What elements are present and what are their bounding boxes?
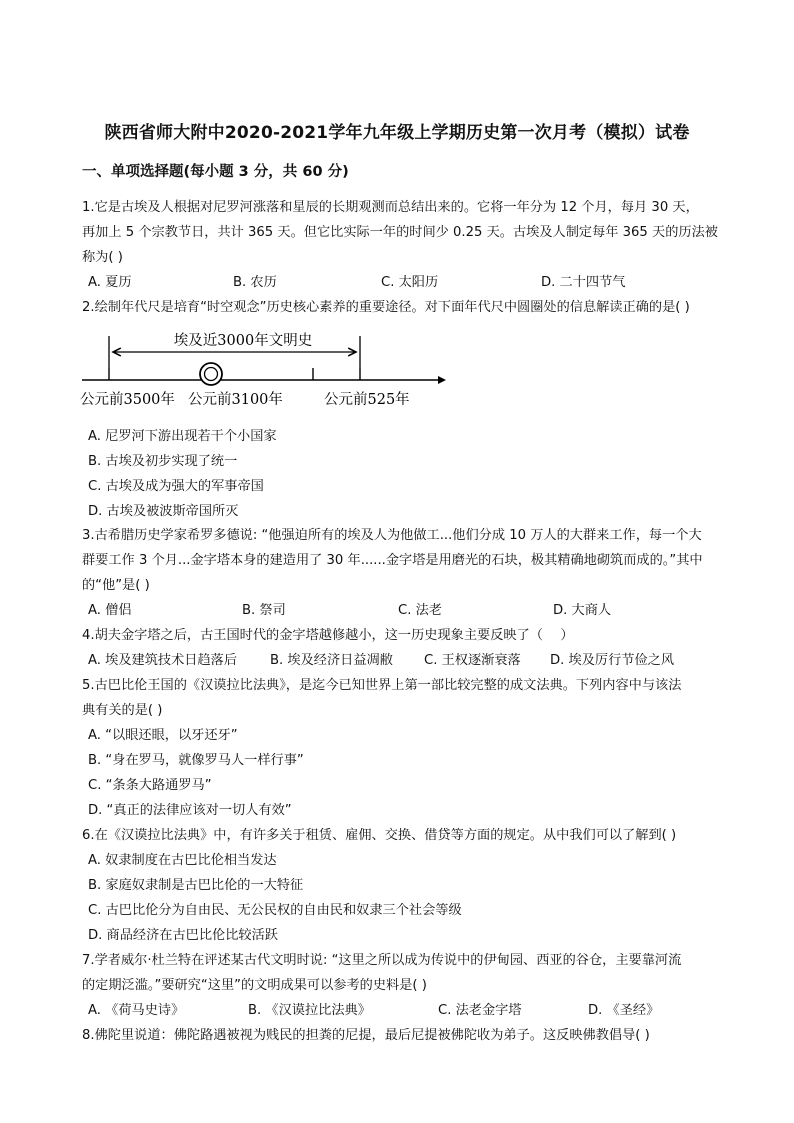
- q5-option-b[interactable]: B. “身在罗马，就像罗马人一样行事”: [88, 753, 304, 768]
- timeline-arrow-icon: [438, 376, 446, 384]
- q5-option-a[interactable]: A. “以眼还眼，以牙还牙”: [88, 728, 238, 743]
- q7-option-b[interactable]: B. 《汉谟拉比法典》: [248, 1003, 371, 1018]
- q8-line-1: 8.佛陀里说道：佛陀路遇被视为贱民的担粪的尼提，最后尼提被佛陀收为弟子。这反映佛教倡导( ): [82, 1028, 650, 1043]
- q1-line-1: 1.它是古埃及人根据对尼罗河涨落和星辰的长期观测而总结出来的。它将一年分为 12 个月，每月 30 天，: [82, 200, 699, 215]
- page-title: 陕西省师大附中2020-2021学年九年级上学期历史第一次月考（模拟）试卷: [104, 123, 690, 143]
- q5-option-c[interactable]: C. “条条大路通罗马”: [88, 778, 212, 793]
- q6-line-1: 6.在《汉谟拉比法典》中，有许多关于租赁、雇佣、交换、借贷等方面的规定。从中我们可以了解到( ): [82, 828, 677, 843]
- q3-option-c[interactable]: C. 法老: [398, 603, 442, 618]
- q1-line-3: 称为( ): [82, 250, 123, 265]
- q7-option-c[interactable]: C. 法老金字塔: [438, 1003, 522, 1018]
- q4-option-a[interactable]: A. 埃及建筑技术日趋落后: [88, 653, 238, 668]
- q5-option-d[interactable]: D. “真正的法律应该对一切人有效”: [88, 803, 292, 818]
- q6-option-a[interactable]: A. 奴隶制度在古巴比伦相当发达: [88, 853, 277, 868]
- q3-line-3: 的“他”是( ): [82, 578, 150, 593]
- q1-options: [88, 271, 728, 291]
- span-label: 埃及近3000年文明史: [173, 333, 313, 349]
- q4-option-b[interactable]: B. 埃及经济日益凋敝: [270, 653, 393, 668]
- q7-line-2: 的定期泛滥。”要研究“这里”的文明成果可以参考的史料是( ): [82, 978, 427, 993]
- q4-options: [88, 649, 728, 669]
- q1-option-d[interactable]: D. 二十四节气: [541, 275, 626, 290]
- q2-line-1: 2.绘制年代尺是培育“时空观念”历史核心素养的重要途径。对下面年代尺中圆圈处的信息解读正确的是( ): [82, 300, 690, 315]
- q3-options: [88, 599, 728, 619]
- section-heading: 一、单项选择题(每小题 3 分，共 60 分): [82, 164, 349, 180]
- q6-option-c[interactable]: C. 古巴比伦分为自由民、无公民权的自由民和奴隶三个社会等级: [88, 903, 462, 918]
- q7-option-a[interactable]: A. 《荷马史诗》: [88, 1003, 185, 1018]
- tick-label-3: 公元前525年: [324, 392, 410, 408]
- q3-option-d[interactable]: D. 大商人: [553, 603, 612, 618]
- q4-line-1: 4.胡夫金字塔之后，古王国时代的金字塔越修越小，这一历史现象主要反映了（ ）: [82, 628, 574, 643]
- q4-option-d[interactable]: D. 埃及厉行节俭之风: [550, 653, 675, 668]
- q2-option-c[interactable]: C. 古埃及成为强大的军事帝国: [88, 479, 264, 494]
- q3-line-2: 群要工作 3 个月...金字塔本身的建造用了 30 年......金字塔是用磨光的石块，极其精确地砌筑而成的。”其中: [82, 553, 703, 568]
- q3-option-b[interactable]: B. 祭司: [242, 603, 286, 618]
- q2-option-d[interactable]: D. 古埃及被波斯帝国所灭: [88, 504, 239, 519]
- q1-option-a[interactable]: A. 夏历: [88, 275, 132, 290]
- q6-option-b[interactable]: B. 家庭奴隶制是古巴比伦的一大特征: [88, 878, 304, 893]
- q1-option-b[interactable]: B. 农历: [233, 275, 277, 290]
- q7-line-1: 7.学者威尔·杜兰特在评述某古代文明时说: “这里之所以成为传说中的伊甸园、西亚的谷仓，主要靠河流: [82, 953, 682, 968]
- q2-option-a[interactable]: A. 尼罗河下游出现若干个小国家: [88, 429, 277, 444]
- q2-option-b[interactable]: B. 古埃及初步实现了统一: [88, 454, 238, 469]
- q1-option-c[interactable]: C. 太阳历: [381, 275, 439, 290]
- timeline-figure: [76, 322, 456, 414]
- q1-line-2: 再加上 5 个宗教节日，共计 365 天。但它比实际一年的时间少 0.25 天。古埃及人制定每年 365 天的历法被: [82, 225, 718, 240]
- q3-option-a[interactable]: A. 僧侣: [88, 603, 132, 618]
- circled-point-icon: [200, 363, 222, 385]
- q5-line-2: 典有关的是( ): [82, 703, 163, 718]
- q4-option-c[interactable]: C. 王权逐渐衰落: [424, 653, 521, 668]
- tick-label-2: 公元前3100年: [188, 392, 283, 408]
- q3-line-1: 3.古希腊历史学家希罗多德说: “他强迫所有的埃及人为他做工...他们分成 10 万人的大群来工作，每一个大: [82, 528, 702, 543]
- q5-line-1: 5.古巴比伦王国的《汉谟拉比法典》，是迄今已知世界上第一部比较完整的成文法典。下列内容中与该法: [82, 678, 682, 693]
- q7-options: [88, 999, 728, 1019]
- tick-label-1: 公元前3500年: [80, 392, 175, 408]
- q7-option-d[interactable]: D. 《圣经》: [588, 1003, 660, 1018]
- q6-option-d[interactable]: D. 商品经济在古巴比伦比较活跃: [88, 928, 278, 943]
